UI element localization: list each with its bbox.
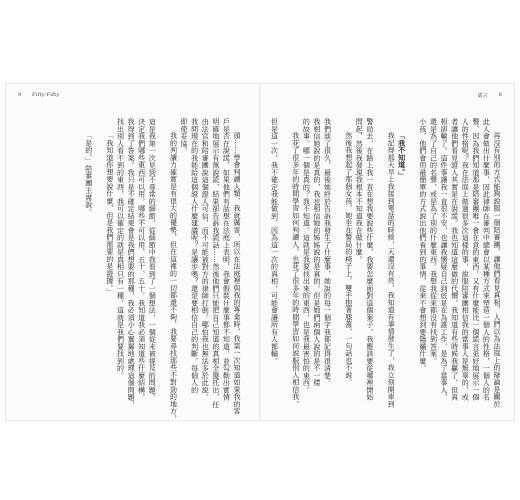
text-column: 我相信她說的是真的，我也相信她的姊姊說的是真的，但是她們兩個人說的是不一樣: [312, 118, 321, 387]
text-column: 明確地展示有無說謊，結果卻告訴我謊話……然後他們只能把自己知道的真相全盤托出，任: [211, 118, 220, 408]
text-column: 人的性格呢？我在法庭上做過很多次這樣的事，說服陪審團相信我的當事人是無辜的，或: [461, 118, 470, 401]
text-column: 問起，然後我發現我根本不知道我在做什麼。: [355, 118, 364, 263]
text-column: 但是這一次，我不確定我能做到，因為這一次的真相，可能會讓所有人都輸。: [270, 118, 279, 365]
text-column: 戶是否在說謊、如果他們有話想在法庭上表明，我會假裝什麼事都不知道，並勾勒出實情: [222, 118, 231, 401]
text-column: 再沒有別的方式能夠說服一個陪審團，讓他們看見真相，人們以為法庭上的辯論是關於: [493, 132, 501, 408]
text-column: 「我知道你想要說什麼，但是我們需要的是證據。」: [105, 132, 114, 296]
text-column: 我的判讀力確實是有很大的優勢，但在這裡的一切都還不夠，我要尋找那些不對勁的地方，: [169, 132, 178, 422]
text-column: 我們談了很久，最後她終於告訴我發生了什麼事，她說的每一個字我都記得很清楚。: [323, 118, 332, 387]
right-running-title: 謊言: [477, 93, 488, 99]
left-page: [6, 84, 260, 420]
text-column: 由法官和陪審團說這個證人可信，而不可能被對方的律師打倒。哪怕我也無法多於此說。: [201, 118, 210, 401]
right-page: [260, 84, 514, 420]
text-column: 「我不知道。」: [397, 132, 407, 180]
left-body-text: [30, 118, 242, 422]
text-column: 的故事。哪一個是真的？我不知道。這就是我要找出來的東西，也是我最害怕的東西。: [302, 118, 311, 394]
left-running-title: Fifty-Fifty: [32, 92, 60, 98]
text-column: 我記得那天早上我接到電話的時候，天還沒有亮，我知道有事情發生了，我立刻開車到: [387, 132, 396, 408]
text-column: 警局去，在路上我一直在想我要說些什麼，我要怎麼面對這個案子，我應該要從哪裡開始: [365, 118, 374, 401]
text-column: 者讓他們看見證人其實是在說謊。我也知道這麼做的代價，我知道有些時候我贏了，但真: [450, 118, 459, 401]
text-column: 我問現在的我能給這個證人什麼建議呢？是讓步嗎？還是要相信自己的判斷，每個人的: [190, 118, 199, 394]
book-spread: [6, 84, 514, 420]
text-column: 我花了很多年的時間學習如何判讀人，也花了很多年的時間學習如何說服別人相信我，: [291, 132, 300, 408]
right-page-number: 8: [498, 92, 502, 98]
text-column: 我得到了答案。我只是不確定結果會是我們想要的那種，我必須小心翼翼地處理這個問題，: [127, 118, 136, 408]
text-column: 這是我第一次見到不尋常的細節，從細節中我看到了一個想法，一個從未被提及的問題。: [148, 118, 157, 401]
right-body-text: [270, 118, 502, 408]
text-column: 還是為了自己的名聲，或是為了別的什麼東西。我想我從來都沒有找到答案。: [429, 118, 438, 365]
text-column: 決定我們哪些東西可以用，哪些不可以用，五十、五十。我知道我必須知道些什麼結構，: [137, 118, 146, 401]
text-column: 「是的。」陪審團主席說。: [84, 132, 93, 216]
text-column: 小孩，他們會用最簡單的方式說出他們看到的事情，從來不會想到要隱瞞什麼。: [418, 118, 427, 372]
text-column: 此人會做出什麼事，因此律師在審判中總會以某種方式來塑造一個人的性格，一個人的名: [482, 118, 491, 401]
text-column: 然後我想起了那個女孩，她坐在警局的椅子上，雙手抱著膝蓋，一句話也不說。: [344, 132, 353, 386]
left-page-number: 9: [18, 92, 22, 98]
text-column: 聲，因為我們知道那是陪審團唯一會在意的東西。又有什麼能比一個謊言更好地展示一個: [471, 118, 480, 401]
text-column: 即使妥協。: [180, 118, 189, 155]
text-column: 相卻輸了。這件事讓我一直很不安，也讓我懷疑自己到底是在為誰工作，是為了當事人，: [440, 118, 449, 401]
text-column: 頭……學會判讀人類、我就厲害，所以在法庭裡與我的專業時，我第一次知道如果我的客: [233, 132, 241, 415]
text-column: 找出別人看不到的東西，我可以確定的就是真相只有一種，這就是我們要找到的。: [116, 118, 125, 379]
